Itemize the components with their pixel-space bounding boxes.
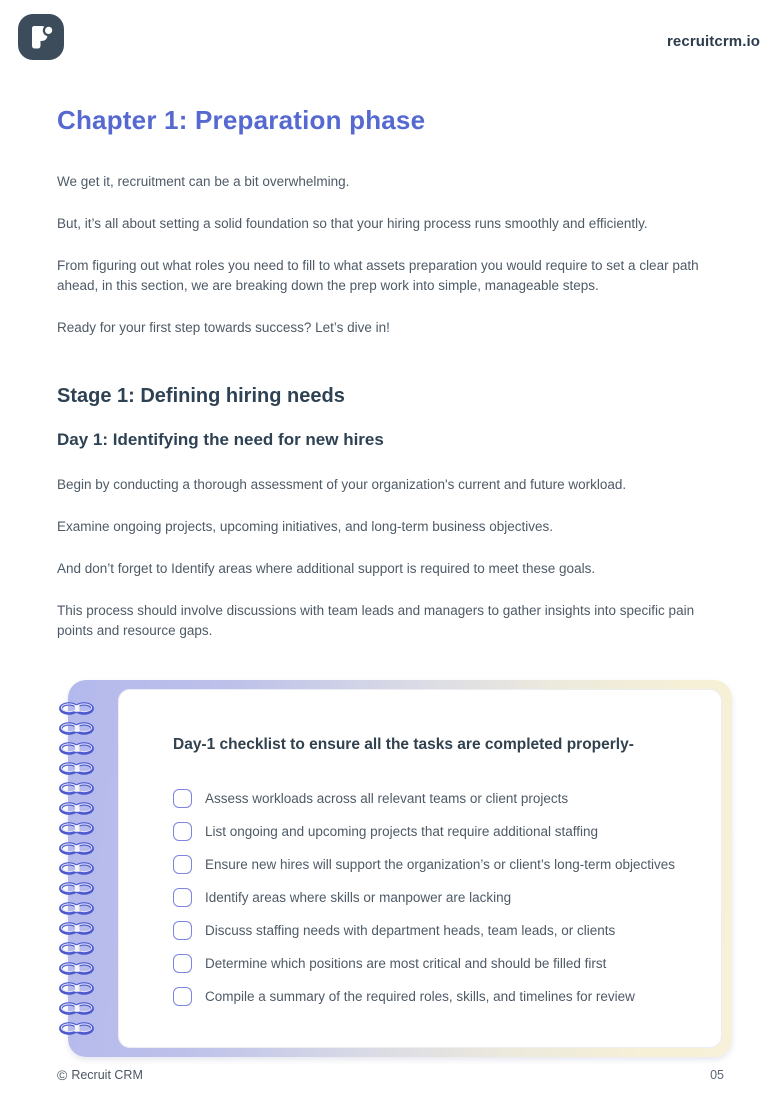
spiral-ring-icon <box>58 702 96 715</box>
checklist-item-label: Identify areas where skills or manpower are lacking <box>205 889 512 905</box>
checklist-item <box>173 887 701 907</box>
spiral-ring-icon <box>58 942 96 955</box>
checklist-item-label: Ensure new hires will support the organization’s or client’s long-term objectives <box>205 856 675 872</box>
page-header <box>0 0 784 70</box>
brand-text: recruitcrm.io <box>667 33 760 50</box>
spiral-binding <box>58 702 96 1042</box>
recruitcrm-logo-icon <box>18 14 64 60</box>
checklist-item <box>173 953 701 973</box>
intro-paragraph: Ready for your first step towards success? Let’s dive in! <box>57 320 390 335</box>
day-title: Day 1: Identifying the need for new hires <box>57 430 384 449</box>
copyright-icon: © <box>57 1067 68 1083</box>
spiral-ring-icon <box>58 902 96 915</box>
copyright-text: Recruit CRM <box>71 1068 143 1082</box>
checklist-item <box>173 788 701 808</box>
checkbox[interactable] <box>173 888 192 907</box>
checkbox[interactable] <box>173 855 192 874</box>
spiral-ring-icon <box>58 1022 96 1035</box>
checkbox[interactable] <box>173 954 192 973</box>
page-footer <box>57 1068 724 1082</box>
spiral-ring-icon <box>58 782 96 795</box>
checklist-item <box>173 920 701 940</box>
spiral-ring-icon <box>58 922 96 935</box>
page-content <box>57 105 727 1057</box>
day-paragraph: This process should involve discussions with team leads and managers to gather insights into specific pain points and resource gaps. <box>57 603 695 638</box>
checklist-item-label: Determine which positions are most critical and should be filled first <box>205 955 607 971</box>
copyright <box>57 1068 143 1082</box>
checkbox[interactable] <box>173 822 192 841</box>
spiral-ring-icon <box>58 842 96 855</box>
spiral-ring-icon <box>58 802 96 815</box>
spiral-ring-icon <box>58 822 96 835</box>
checkbox[interactable] <box>173 921 192 940</box>
chapter-title: Chapter 1: Preparation phase <box>57 105 426 135</box>
intro-paragraph: But, it’s all about setting a solid foundation so that your hiring process runs smoothly and efficiently. <box>57 216 648 231</box>
checklist-title: Day-1 checklist to ensure all the tasks are completed properly- <box>173 736 634 753</box>
spiral-ring-icon <box>58 1002 96 1015</box>
checklist-item-label: List ongoing and upcoming projects that require additional staffing <box>205 823 599 839</box>
stage-title: Stage 1: Defining hiring needs <box>57 385 345 407</box>
spiral-ring-icon <box>58 742 96 755</box>
spiral-ring-icon <box>58 982 96 995</box>
spiral-ring-icon <box>58 722 96 735</box>
checklist-item <box>173 854 701 874</box>
spiral-ring-icon <box>58 882 96 895</box>
day-paragraph: Begin by conducting a thorough assessment of your organization's current and future workload. <box>57 477 627 492</box>
checklist-card <box>68 680 732 1057</box>
day-paragraph: And don’t forget to Identify areas where additional support is required to meet these goals. <box>57 561 596 576</box>
checkbox[interactable] <box>173 987 192 1006</box>
checklist-card-inner <box>118 689 722 1048</box>
page-number: 05 <box>710 1068 724 1082</box>
checklist-item-label: Compile a summary of the required roles, skills, and timelines for review <box>205 988 635 1004</box>
spiral-ring-icon <box>58 962 96 975</box>
checklist-item <box>173 821 701 841</box>
checkbox[interactable] <box>173 789 192 808</box>
checklist-item-label: Assess workloads across all relevant teams or client projects <box>205 790 569 806</box>
spiral-ring-icon <box>58 762 96 775</box>
checklist-item-label: Discuss staffing needs with department heads, team leads, or clients <box>205 922 616 938</box>
spiral-ring-icon <box>58 862 96 875</box>
intro-paragraph: From figuring out what roles you need to fill to what assets preparation you would require to set a clear path ahead, in this section, we are breaking down the prep work into simple, manageable steps. <box>57 258 699 293</box>
intro-paragraph: We get it, recruitment can be a bit overwhelming. <box>57 174 350 189</box>
checklist-item <box>173 986 701 1006</box>
day-paragraph: Examine ongoing projects, upcoming initiatives, and long-term business objectives. <box>57 519 554 534</box>
